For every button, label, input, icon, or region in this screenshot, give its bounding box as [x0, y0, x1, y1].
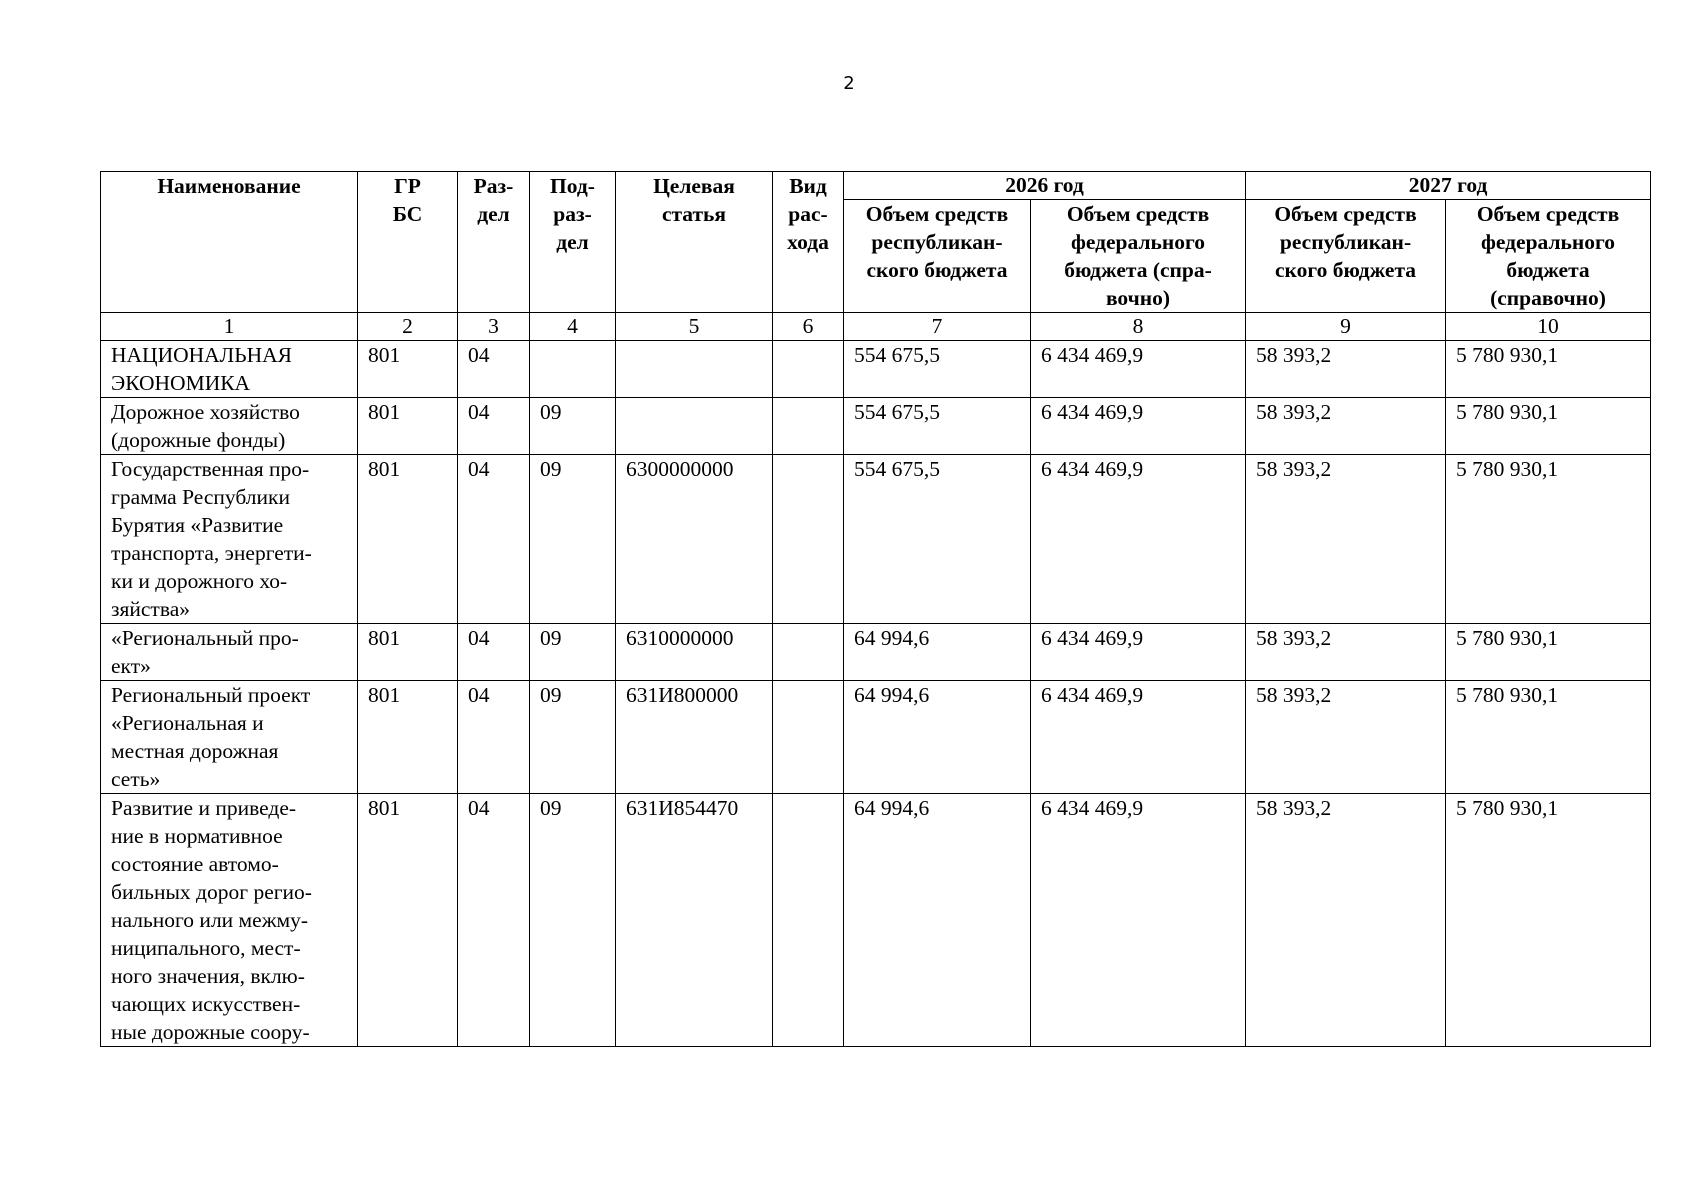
row-fed-2027: 5 780 930,1: [1446, 398, 1651, 455]
row-name: Развитие и приведе- ние в нормативное состояние автомо- бильных дорог регио- нального или межму- ниципального, мест- ного значения, вклю- чающих искусствен- ные дорожные соору-: [101, 794, 358, 1047]
header-fed-budget-2027: Объем средств федерального бюджета (справочно): [1446, 200, 1651, 313]
table-row: [101, 455, 1651, 624]
row-fed-2026: 6 434 469,9: [1031, 398, 1246, 455]
column-number: 7: [844, 313, 1031, 341]
header-grbs: ГР БС: [358, 172, 458, 313]
row-target: 6310000000: [616, 624, 773, 681]
header-target: Целевая статья: [616, 172, 773, 313]
row-rep-2026: 554 675,5: [844, 398, 1031, 455]
row-vid: [773, 398, 844, 455]
row-rep-2027: 58 393,2: [1246, 794, 1446, 1047]
row-fed-2027: 5 780 930,1: [1446, 341, 1651, 398]
row-rep-2026: 554 675,5: [844, 455, 1031, 624]
row-fed-2026: 6 434 469,9: [1031, 341, 1246, 398]
row-razdel: 04: [458, 794, 530, 1047]
row-razdel: 04: [458, 398, 530, 455]
column-number: 1: [101, 313, 358, 341]
row-name: Государственная про- грамма Республики Бурятия «Развитие транспорта, энергети- ки и дорожного хо- зяйства»: [101, 455, 358, 624]
budget-table: [100, 171, 1651, 1047]
row-grbs: 801: [358, 681, 458, 794]
header-rep-budget-2027: Объем средств республикан- ского бюджета: [1246, 200, 1446, 313]
header-razdel: Раз- дел: [458, 172, 530, 313]
row-rep-2027: 58 393,2: [1246, 455, 1446, 624]
row-grbs: 801: [358, 624, 458, 681]
column-number: 4: [530, 313, 616, 341]
row-name: «Региональный про- ект»: [101, 624, 358, 681]
row-rep-2027: 58 393,2: [1246, 681, 1446, 794]
row-razdel: 04: [458, 455, 530, 624]
row-vid: [773, 624, 844, 681]
row-podrazdel: 09: [530, 681, 616, 794]
row-vid: [773, 681, 844, 794]
header-vid: Вид рас- хода: [773, 172, 844, 313]
row-rep-2026: 64 994,6: [844, 794, 1031, 1047]
row-rep-2027: 58 393,2: [1246, 398, 1446, 455]
row-rep-2026: 64 994,6: [844, 624, 1031, 681]
header-rep-budget-2026: Объем средств республикан- ского бюджета: [844, 200, 1031, 313]
column-number: 3: [458, 313, 530, 341]
table-row: [101, 341, 1651, 398]
row-name: Дорожное хозяйство (дорожные фонды): [101, 398, 358, 455]
row-grbs: 801: [358, 794, 458, 1047]
column-number: 8: [1031, 313, 1246, 341]
row-razdel: 04: [458, 624, 530, 681]
row-razdel: 04: [458, 681, 530, 794]
row-vid: [773, 794, 844, 1047]
row-razdel: 04: [458, 341, 530, 398]
row-rep-2027: 58 393,2: [1246, 624, 1446, 681]
row-podrazdel: 09: [530, 398, 616, 455]
row-target: 631И854470: [616, 794, 773, 1047]
row-podrazdel: 09: [530, 624, 616, 681]
row-rep-2027: 58 393,2: [1246, 341, 1446, 398]
column-number: 2: [358, 313, 458, 341]
column-number-row: [101, 313, 1651, 341]
table-row: [101, 398, 1651, 455]
row-grbs: 801: [358, 455, 458, 624]
row-fed-2026: 6 434 469,9: [1031, 624, 1246, 681]
row-fed-2027: 5 780 930,1: [1446, 624, 1651, 681]
row-fed-2026: 6 434 469,9: [1031, 455, 1246, 624]
row-target: 6300000000: [616, 455, 773, 624]
row-name: НАЦИОНАЛЬНАЯ ЭКОНОМИКА: [101, 341, 358, 398]
header-fed-budget-2026: Объем средств федерального бюджета (спра- вочно): [1031, 200, 1246, 313]
table-header: [101, 172, 1651, 313]
row-podrazdel: 09: [530, 794, 616, 1047]
row-rep-2026: 64 994,6: [844, 681, 1031, 794]
column-number: 6: [773, 313, 844, 341]
page-number: 2: [843, 73, 855, 94]
row-vid: [773, 341, 844, 398]
row-fed-2026: 6 434 469,9: [1031, 794, 1246, 1047]
row-target: [616, 341, 773, 398]
header-year-2027: 2027 год: [1246, 172, 1651, 200]
table-row: [101, 681, 1651, 794]
table-row: [101, 624, 1651, 681]
row-grbs: 801: [358, 341, 458, 398]
row-name: Региональный проект «Региональная и местная дорожная сеть»: [101, 681, 358, 794]
column-number: 5: [616, 313, 773, 341]
table-body: [101, 313, 1651, 1047]
header-year-2026: 2026 год: [844, 172, 1246, 200]
row-vid: [773, 455, 844, 624]
row-target: 631И800000: [616, 681, 773, 794]
row-rep-2026: 554 675,5: [844, 341, 1031, 398]
column-number: 10: [1446, 313, 1651, 341]
header-name: Наименование: [101, 172, 358, 313]
table-row: [101, 794, 1651, 1047]
row-fed-2027: 5 780 930,1: [1446, 794, 1651, 1047]
row-fed-2027: 5 780 930,1: [1446, 455, 1651, 624]
header-podrazdel: Под- раз- дел: [530, 172, 616, 313]
row-target: [616, 398, 773, 455]
row-grbs: 801: [358, 398, 458, 455]
row-podrazdel: 09: [530, 455, 616, 624]
row-podrazdel: [530, 341, 616, 398]
column-number: 9: [1246, 313, 1446, 341]
header-row-years: [101, 172, 1651, 200]
row-fed-2026: 6 434 469,9: [1031, 681, 1246, 794]
row-fed-2027: 5 780 930,1: [1446, 681, 1651, 794]
